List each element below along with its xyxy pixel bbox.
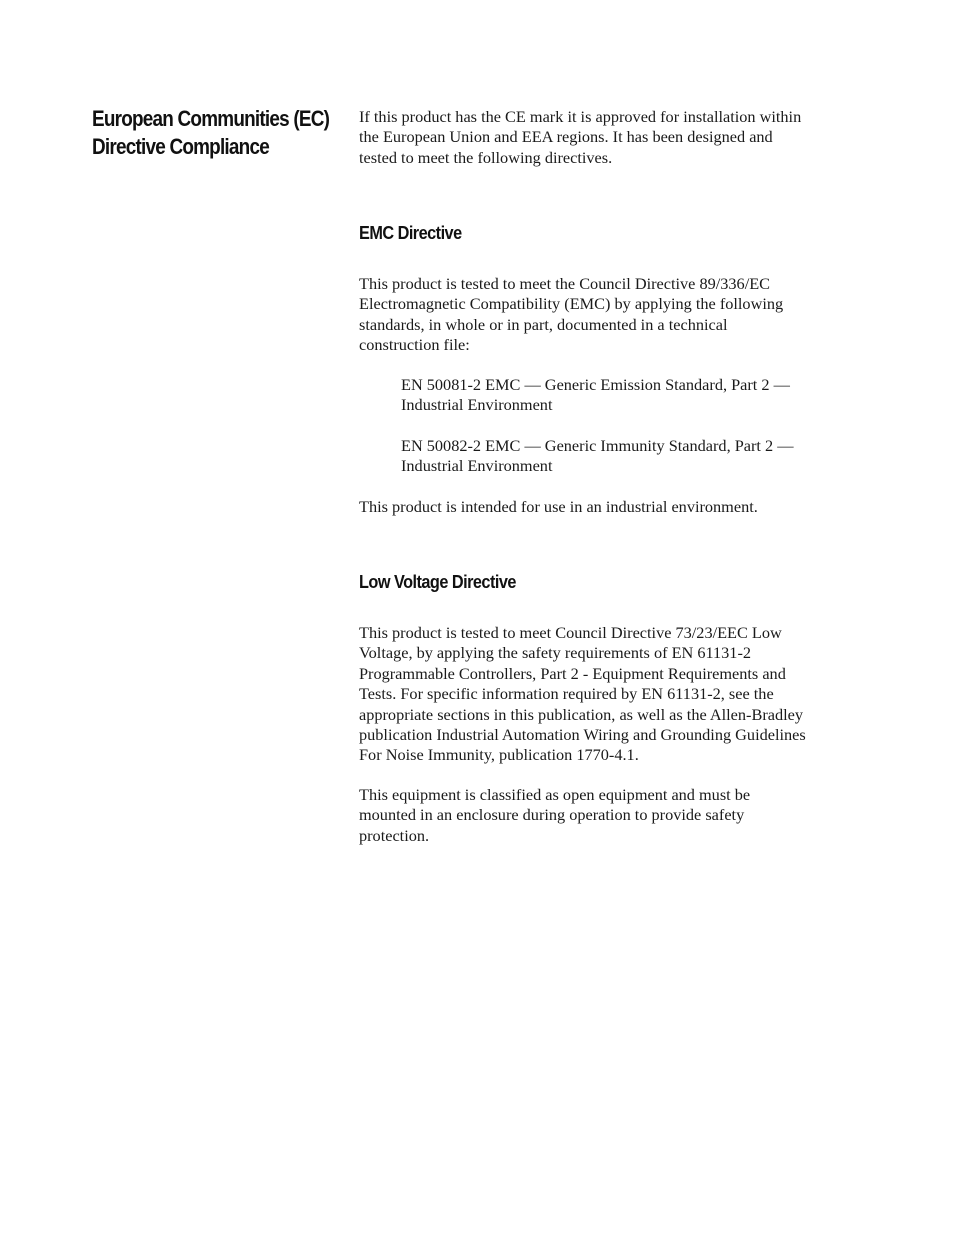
section-heading-line-2: Directive Compliance [92,134,269,159]
low-voltage-line: For Noise Immunity, publication 1770-4.1. [359,745,639,765]
low-voltage-line: Programmable Controllers, Part 2 - Equipment Requirements and [359,663,786,683]
open-equipment-paragraph [359,785,871,846]
emc-paragraph-line: standards, in whole or in part, documented in a technical [359,314,728,334]
low-voltage-line: Tests. For specific information required by EN 61131-2, see the [359,684,774,704]
emc-closing-line: This product is intended for use in an industrial environment. [359,497,758,516]
emc-standard-line: Industrial Environment [401,395,553,415]
intro-line: the European Union and EEA regions. It has been designed and [359,127,773,147]
emc-standard-line: EN 50081-2 EMC — Generic Emission Standard, Part 2 — [401,375,790,394]
emc-paragraph-line: Electromagnetic Compatibility (EMC) by applying the following [359,294,784,314]
emc-directive-heading: EMC Directive [359,222,462,243]
low-voltage-line: appropriate sections in this publication, as well as the Allen-Bradley [359,704,804,724]
low-voltage-line: This product is tested to meet Council Directive 73/23/EEC Low [359,623,782,642]
low-voltage-line: Voltage, by applying the safety requirements of EN 61131-2 [359,643,752,663]
intro-paragraph [359,107,871,168]
intro-line: If this product has the CE mark it is approved for installation within [359,107,802,126]
low-voltage-directive-heading: Low Voltage Directive [359,571,516,592]
intro-line: tested to meet the following directives. [359,147,613,167]
emc-standard-line: EN 50082-2 EMC — Generic Immunity Standard, Part 2 — [401,436,794,455]
low-voltage-line: publication Industrial Automation Wiring and Grounding Guidelines [359,725,806,745]
open-equipment-line: mounted in an enclosure during operation to provide safety [359,805,745,825]
emc-paragraph-line: This product is tested to meet the Council Directive 89/336/EC [359,274,771,293]
emc-closing-paragraph [359,497,871,517]
emc-paragraph-line: construction file: [359,335,470,355]
emc-standard-emission [401,375,861,416]
section-heading [92,105,330,161]
open-equipment-line: This equipment is classified as open equipment and must be [359,785,751,804]
open-equipment-line: protection. [359,825,430,845]
section-heading-line-1: European Communities (EC) [92,106,330,131]
low-voltage-paragraph [359,623,871,766]
emc-standard-immunity [401,436,861,477]
emc-standard-line: Industrial Environment [401,456,553,476]
emc-paragraph [359,274,871,356]
